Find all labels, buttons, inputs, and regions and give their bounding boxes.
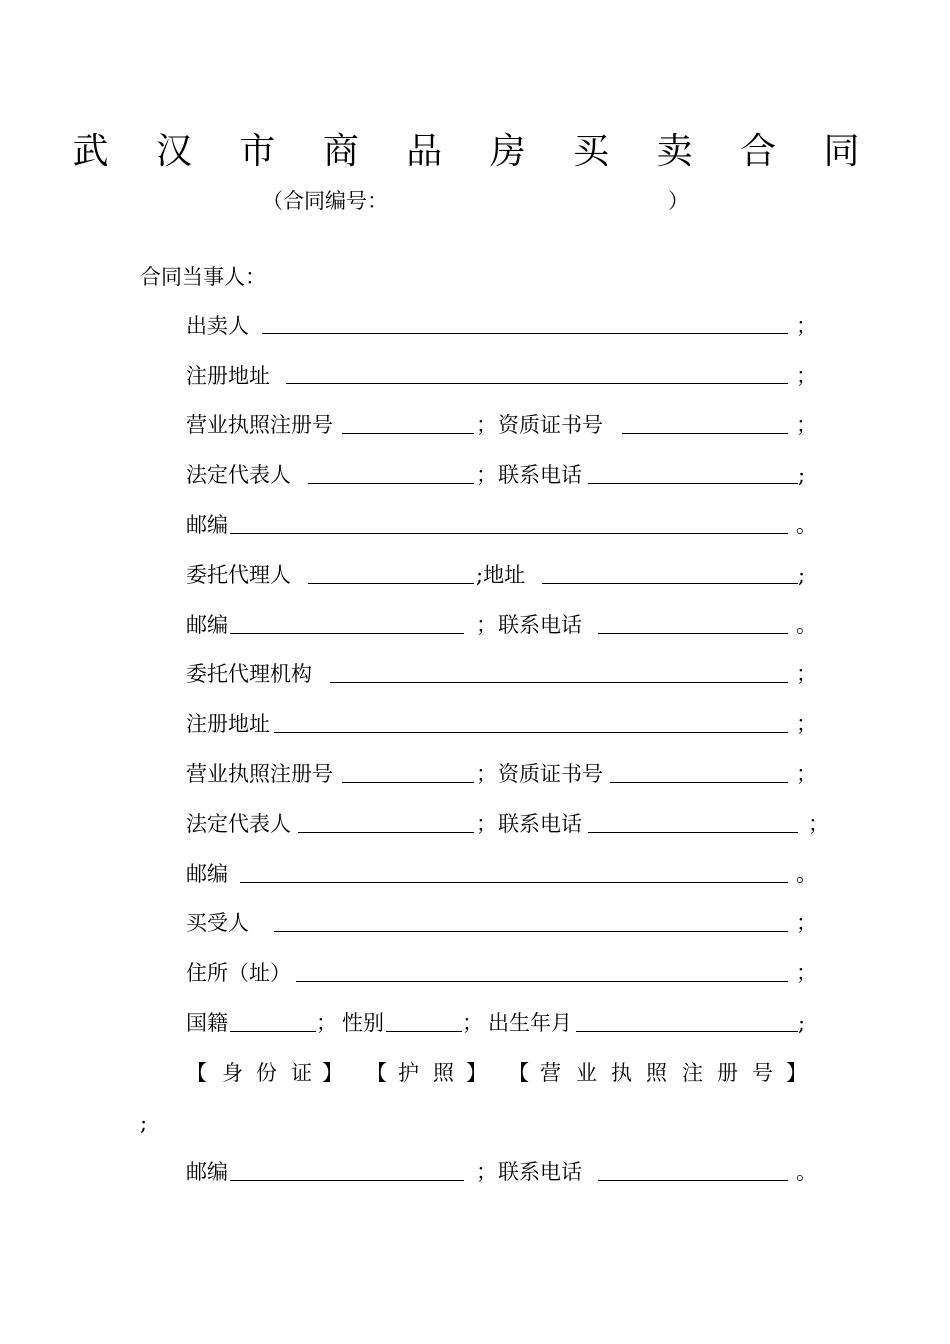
buyer-phone-field[interactable]	[598, 1180, 788, 1181]
agency-phone-label: 联系电话	[498, 812, 582, 836]
punct-semicolon: ；	[796, 314, 817, 338]
agency-reg-address-label: 注册地址	[186, 712, 270, 736]
agent-postcode-label: 邮编	[186, 613, 228, 637]
buyer-name-field[interactable]	[274, 931, 788, 932]
seller-qualification-label: 资质证书号	[498, 413, 603, 437]
id-type-bracket: 】	[786, 1061, 807, 1085]
id-type-char: 护	[398, 1061, 419, 1085]
id-type-bracket: 【	[186, 1061, 207, 1085]
agent-address-label: ;地址	[476, 563, 526, 587]
seller-postcode-label: 邮编	[186, 513, 228, 537]
punct-period: 。	[796, 513, 817, 537]
punct-semicolon: ；	[796, 364, 817, 388]
agent-phone-field[interactable]	[598, 633, 788, 634]
contract-number-label: （合同编号：	[262, 189, 388, 213]
id-type-bracket: 】	[322, 1061, 343, 1085]
seller-reg-address-field[interactable]	[286, 383, 788, 384]
punct-semicolon: ；	[808, 812, 829, 836]
agency-license-label: 营业执照注册号	[186, 762, 333, 786]
buyer-postcode-field[interactable]	[230, 1180, 464, 1181]
id-type-char: 份	[256, 1061, 277, 1085]
agency-phone-field[interactable]	[588, 832, 798, 833]
agent-phone-label: 联系电话	[498, 613, 582, 637]
punct-period: 。	[796, 862, 817, 886]
buyer-residence-field[interactable]	[296, 981, 788, 982]
contract-title: 武 汉 市 商 品 房 买 卖 合 同	[72, 131, 878, 172]
id-type-char: 营	[540, 1061, 561, 1085]
punct-semicolon: ；	[796, 911, 817, 935]
seller-license-field[interactable]	[342, 433, 474, 434]
id-type-bracket: 【	[366, 1061, 387, 1085]
agent-address-field[interactable]	[542, 583, 798, 584]
id-type-char: 执	[611, 1061, 632, 1085]
seller-name-label: 出卖人	[186, 314, 249, 338]
buyer-birth-label: 出生年月	[488, 1011, 572, 1035]
seller-name-field[interactable]	[262, 333, 788, 334]
punct-semicolon: ；	[462, 1011, 483, 1035]
seller-phone-field[interactable]	[588, 483, 798, 484]
agency-qualification-field[interactable]	[610, 782, 788, 783]
agency-legal-rep-label: 法定代表人	[186, 812, 291, 836]
buyer-birth-field[interactable]	[576, 1031, 798, 1032]
punct-period: 。	[796, 1160, 817, 1184]
agency-license-field[interactable]	[342, 782, 474, 783]
agency-postcode-label: 邮编	[186, 862, 228, 886]
punct-semicolon: ；	[796, 712, 817, 736]
agency-postcode-field[interactable]	[240, 882, 788, 883]
agency-qualification-label: 资质证书号	[498, 762, 603, 786]
buyer-gender-field[interactable]	[386, 1031, 462, 1032]
punct-semicolon: ；	[476, 812, 497, 836]
agency-name-label: 委托代理机构	[186, 662, 312, 686]
punct-semicolon: ;	[140, 1111, 148, 1135]
punct-semicolon: ；	[796, 762, 817, 786]
punct-semicolon: ；	[796, 662, 817, 686]
buyer-phone-label: 联系电话	[498, 1160, 582, 1184]
id-type-char: 业	[576, 1061, 597, 1085]
agent-name-field[interactable]	[308, 583, 474, 584]
punct-semicolon: ；	[796, 961, 817, 985]
id-type-char: 号	[752, 1061, 773, 1085]
punct-semicolon: ；	[476, 463, 497, 487]
buyer-nationality-label: 国籍	[186, 1011, 228, 1035]
parties-heading: 合同当事人：	[140, 265, 266, 289]
id-type-char: 注	[682, 1061, 703, 1085]
id-type-char: 册	[717, 1061, 738, 1085]
punct-semicolon: ；	[476, 413, 497, 437]
seller-qualification-field[interactable]	[622, 433, 788, 434]
seller-reg-address-label: 注册地址	[186, 364, 270, 388]
punct-semicolon: ；	[316, 1011, 337, 1035]
contract-number-close: ）	[668, 189, 689, 213]
seller-postcode-field[interactable]	[230, 533, 788, 534]
id-type-char: 照	[646, 1061, 667, 1085]
seller-license-label: 营业执照注册号	[186, 413, 333, 437]
punct-period: 。	[796, 613, 817, 637]
buyer-postcode-label: 邮编	[186, 1160, 228, 1184]
id-type-char: 证	[291, 1061, 312, 1085]
id-type-char: 身	[222, 1061, 243, 1085]
punct-semicolon: ；	[476, 1160, 497, 1184]
seller-legal-rep-label: 法定代表人	[186, 463, 291, 487]
punct-semicolon: ；	[476, 762, 497, 786]
buyer-gender-label: 性别	[342, 1011, 384, 1035]
agency-name-field[interactable]	[330, 682, 788, 683]
id-type-bracket: 】	[466, 1061, 487, 1085]
punct-semicolon: ;	[798, 1011, 806, 1035]
id-type-char: 照	[433, 1061, 454, 1085]
agent-label: 委托代理人	[186, 563, 291, 587]
punct-semicolon: ；	[476, 613, 497, 637]
agency-legal-rep-field[interactable]	[298, 832, 474, 833]
id-type-bracket: 【	[508, 1061, 529, 1085]
agent-postcode-field[interactable]	[230, 633, 464, 634]
buyer-nationality-field[interactable]	[230, 1031, 316, 1032]
punct-semicolon: ;	[798, 563, 806, 587]
punct-semicolon: ;	[798, 463, 806, 487]
seller-legal-rep-field[interactable]	[308, 483, 474, 484]
punct-semicolon: ；	[796, 413, 817, 437]
seller-phone-label: 联系电话	[498, 463, 582, 487]
buyer-residence-label: 住所（址）	[186, 961, 291, 985]
buyer-name-label: 买受人	[186, 911, 249, 935]
agency-reg-address-field[interactable]	[274, 732, 788, 733]
